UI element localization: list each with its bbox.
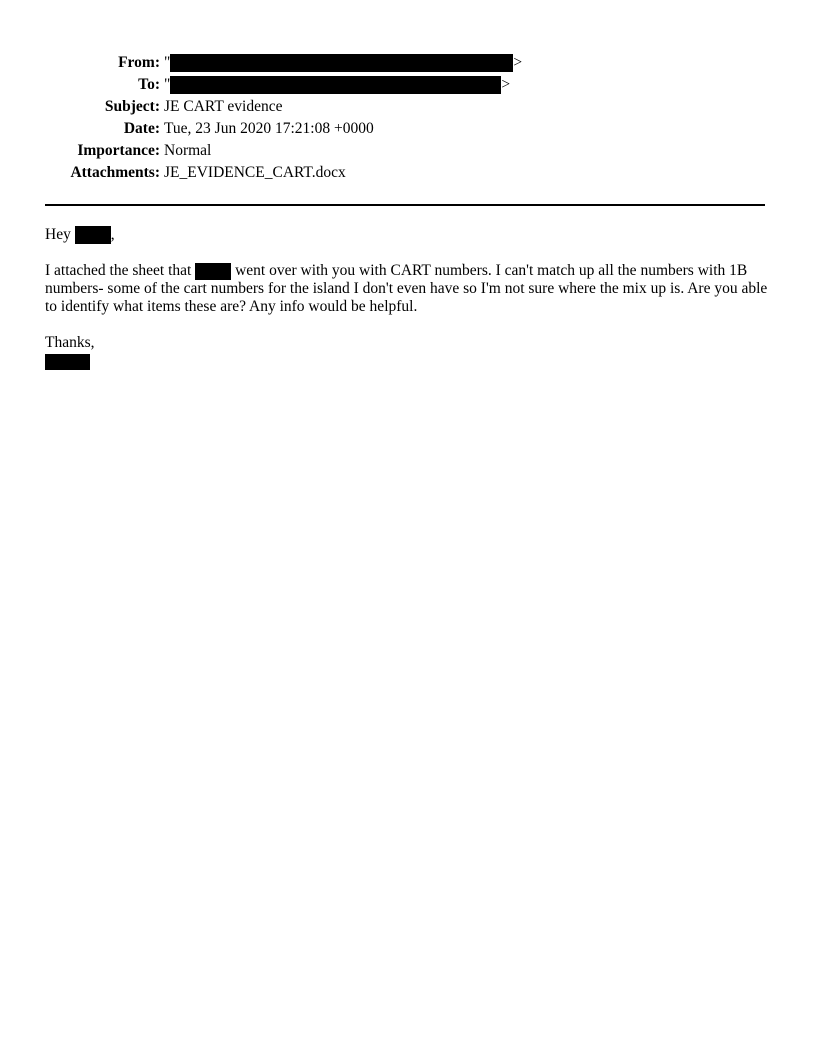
subject-row bbox=[0, 96, 522, 118]
email-body bbox=[45, 226, 773, 370]
greeting-text: Hey bbox=[45, 226, 71, 243]
from-suffix: > bbox=[513, 54, 523, 71]
redacted-signature bbox=[45, 354, 90, 370]
attachments-label: Attachments: bbox=[70, 164, 160, 181]
redacted-recipient bbox=[170, 76, 501, 94]
date-row bbox=[0, 118, 522, 140]
greeting-line bbox=[45, 226, 773, 244]
to-prefix: " bbox=[164, 76, 171, 93]
greeting-punct: , bbox=[110, 226, 115, 243]
redacted-person-name bbox=[195, 263, 231, 280]
redacted-recipient-name bbox=[75, 226, 111, 244]
to-row bbox=[0, 74, 522, 96]
closing-line: Thanks, bbox=[45, 334, 95, 352]
date-value: Tue, 23 Jun 2020 17:21:08 +0000 bbox=[164, 120, 374, 137]
attachment-filename: JE_EVIDENCE_CART.docx bbox=[164, 164, 346, 181]
from-prefix: " bbox=[164, 54, 171, 71]
to-value bbox=[160, 74, 522, 96]
to-suffix: > bbox=[501, 76, 511, 93]
to-label: To: bbox=[138, 76, 160, 93]
redacted-sender bbox=[170, 54, 513, 72]
from-value bbox=[160, 52, 522, 74]
body-paragraph bbox=[45, 262, 773, 316]
subject-label: Subject: bbox=[104, 98, 160, 115]
importance-row bbox=[0, 140, 522, 162]
header-divider bbox=[45, 204, 765, 206]
email-header bbox=[0, 52, 522, 184]
body-part1: I attached the sheet that bbox=[45, 262, 192, 280]
importance-label: Importance: bbox=[77, 142, 160, 159]
attachments-row bbox=[0, 162, 522, 184]
subject-value: JE CART evidence bbox=[164, 98, 283, 115]
from-label: From: bbox=[118, 54, 160, 71]
body-part2: went over with you with CART numbers. I can't match up all the numbers with 1B numbers- some of the cart numbers for the island I don't even have so I'm not sure where the mix up is. Are you able to identify what items these are? Any info would be helpful. bbox=[45, 262, 768, 316]
date-label: Date: bbox=[123, 120, 160, 137]
from-row bbox=[0, 52, 522, 74]
importance-value: Normal bbox=[164, 142, 212, 159]
